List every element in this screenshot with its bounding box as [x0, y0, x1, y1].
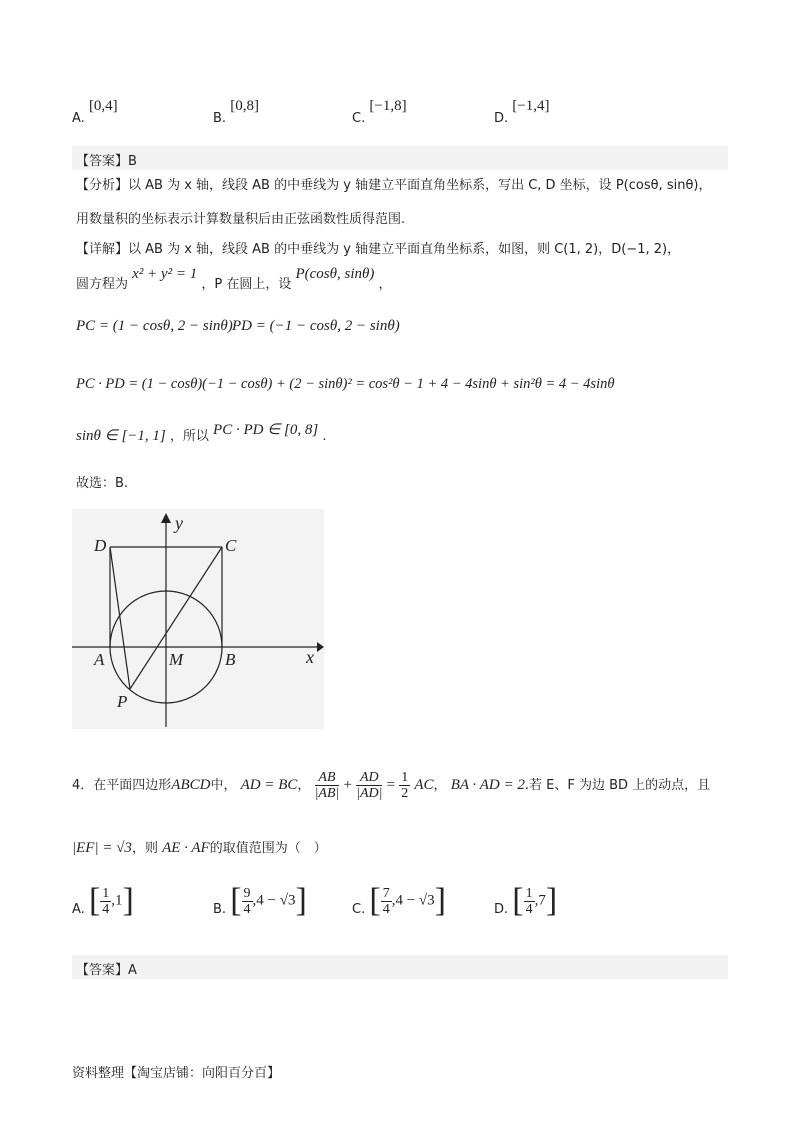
q4-option-b: B. [ $\frac{9}{4}$ ,4 − √3] [213, 882, 307, 919]
fraction-ab [315, 770, 340, 801]
q3-answer: 【答案】B [76, 154, 137, 169]
label-b: B [225, 650, 236, 669]
y-axis-arrow [161, 513, 171, 523]
text: ， [378, 277, 392, 292]
text: 中， [210, 778, 237, 793]
q3-conclusion: 故选：B. [76, 476, 129, 491]
option-right: 4 − √3 [395, 892, 435, 909]
label-c: C [225, 536, 237, 555]
option-left-fraction [100, 886, 111, 917]
label-y: y [175, 513, 183, 533]
option-letter: B. [213, 901, 227, 917]
answer-bar [72, 146, 728, 170]
text: 的取值范围为（ ） [209, 841, 327, 856]
vector-pd: PD = (−1 − cosθ, 2 − sinθ) [232, 318, 400, 334]
numerator: 1 [525, 885, 533, 901]
denominator: 4 [243, 901, 251, 917]
label-a: A [94, 650, 105, 669]
option-letter: C. [352, 111, 366, 126]
equals-sign: = [386, 777, 396, 793]
plus-sign: + [343, 777, 352, 793]
vector-pc: PC = (1 − cosθ, 2 − sinθ) [76, 318, 233, 334]
geometry-figure [72, 509, 324, 729]
option-right: 4 − √3 [256, 892, 296, 909]
fraction-half [399, 770, 410, 801]
condition-ef: |EF| = √3 [72, 840, 132, 856]
numerator: AD [356, 770, 382, 786]
dot-product-expansion: PC · PD = (1 − cosθ)(−1 − cosθ) + (2 − sinθ)² = cos²θ − 1 + 4 − 4sinθ + sin²θ = 4 − 4sinθ [76, 376, 615, 392]
text: ，P 在圆上，设 [201, 277, 292, 292]
denominator: |AB| [314, 786, 340, 801]
q3-analysis-line1: 【分析】以 AB 为 x 轴，线段 AB 的中垂线为 y 轴建立平面直角坐标系，写出 C, D 坐标，设 P(cosθ, sinθ)， [76, 178, 712, 193]
q3-option-b [213, 98, 259, 126]
option-value: [−1,4] [512, 98, 550, 114]
text: ，所以 [169, 429, 209, 444]
option-letter: B. [213, 111, 227, 126]
sin-range: sinθ ∈ [−1, 1] [76, 428, 166, 444]
q3-detail-line1: 【详解】以 AB 为 x 轴，线段 AB 的中垂线为 y 轴建立平面直角坐标系，如图，则 C(1, 2)，D(−1, 2)， [76, 242, 681, 257]
q4-answer: 【答案】A [76, 963, 137, 978]
figure-svg [72, 509, 324, 729]
question-number: 4．在平面四边形 [72, 778, 172, 793]
denominator: |AD| [356, 786, 383, 801]
option-letter: A. [72, 111, 85, 126]
option-left-fraction [381, 886, 392, 917]
segment-pd [110, 547, 130, 689]
q3-option-c [352, 98, 407, 126]
denominator: 4 [102, 901, 110, 917]
text: ，则 [131, 841, 158, 856]
q3-analysis-line2: 用数量积的坐标表示计算数量积后由正弦函数性质得范围. [76, 212, 406, 227]
answer-bar [72, 955, 728, 979]
option-left-fraction [524, 886, 535, 917]
q4-stem-line2 [72, 838, 327, 859]
x-axis-arrow [317, 642, 324, 652]
text: 圆方程为 [76, 277, 129, 292]
label-d: D [94, 536, 107, 555]
denominator: 2 [401, 786, 409, 801]
numerator: 9 [243, 885, 251, 901]
q4-stem-line1 [72, 770, 710, 801]
condition-ba-ad: BA · AD = 2 [450, 777, 525, 793]
footer-source: 资料整理【淘宝店铺：向阳百分百】 [72, 1066, 281, 1081]
numerator: 1 [401, 770, 409, 785]
text: . [322, 429, 327, 444]
option-value: [0,8] [230, 98, 259, 114]
q3-option-a [72, 98, 118, 126]
numerator: AB [315, 770, 340, 786]
dot-ae-af: AE · AF [162, 840, 210, 856]
circle-equation: x² + y² = 1 [132, 266, 198, 282]
denominator: 4 [525, 901, 533, 917]
q4-option-d: D. [ $\frac{1}{4}$ ,7] [494, 882, 558, 919]
q4-option-c: C. [ $\frac{7}{4}$ ,4 − √3] [352, 882, 446, 919]
condition-ad-bc: AD = BC [240, 777, 298, 793]
option-letter: D. [494, 901, 509, 917]
quad-name: ABCD [171, 777, 211, 793]
option-right: 7 [538, 892, 546, 909]
q4-option-a: A. [ $\frac{1}{4}$ ,1] [72, 882, 134, 919]
label-x: x [306, 647, 314, 667]
numerator: 7 [382, 885, 390, 901]
numerator: 1 [102, 885, 110, 901]
text: ， [297, 778, 311, 793]
option-letter: A. [72, 901, 85, 917]
label-p: P [117, 692, 128, 711]
option-letter: C. [352, 901, 366, 917]
point-p: P(cosθ, sinθ) [295, 266, 375, 282]
option-left-fraction [242, 886, 253, 917]
option-right: 1 [115, 892, 123, 909]
q3-range-line [76, 422, 327, 447]
dot-range: PC · PD ∈ [0, 8] [213, 422, 319, 438]
fraction-ad [356, 770, 382, 801]
label-m: M [169, 650, 184, 669]
text: .若 E、F 为边 BD 上的动点，且 [524, 778, 711, 793]
text: ， [433, 778, 447, 793]
option-letter: D. [494, 111, 509, 126]
option-value: [0,4] [88, 98, 118, 114]
denominator: 4 [382, 901, 390, 917]
q3-option-d [494, 98, 550, 126]
vector-ac: AC [414, 777, 434, 793]
q3-detail-line2 [76, 266, 392, 295]
option-value: [−1,8] [369, 98, 407, 114]
